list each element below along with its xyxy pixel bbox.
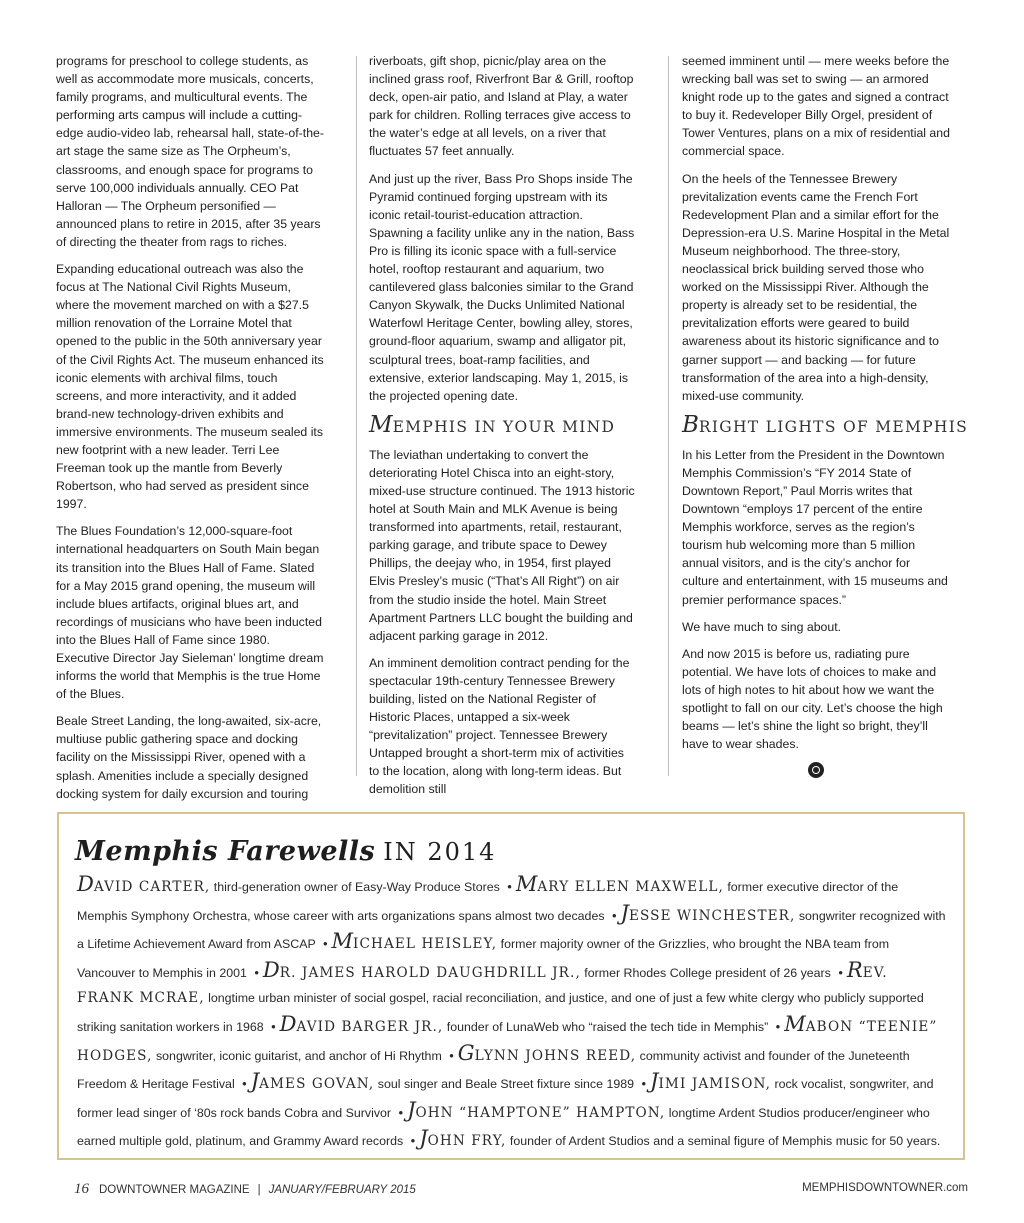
name-initial: J bbox=[650, 1069, 659, 1094]
farewell-description: founder of Ardent Studios and a seminal figure of Memphis music for 50 years. bbox=[506, 1134, 941, 1149]
name-text: OHN FRY, bbox=[427, 1133, 507, 1150]
column-divider bbox=[668, 56, 669, 776]
farewell-entry bbox=[250, 1069, 638, 1094]
section-heading-memphis-in-your-mind bbox=[369, 411, 637, 438]
section-heading-bright-lights bbox=[682, 411, 969, 438]
footer-left bbox=[74, 1181, 416, 1198]
name-text: ABON “TEENIE” HODGES, bbox=[77, 1018, 938, 1064]
heading-initial: M bbox=[369, 411, 393, 438]
farewell-description: songwriter, iconic guitarist, and anchor of Hi Rhythm bbox=[152, 1048, 446, 1063]
name-text: EV. FRANK MCRAE, bbox=[77, 964, 888, 1007]
name-initial: G bbox=[457, 1040, 475, 1065]
farewell-person-name bbox=[250, 1069, 375, 1094]
farewell-description: songwriter recognized with a Lifetime Achievement Award from ASCAP bbox=[77, 908, 946, 952]
bullet-separator: • bbox=[507, 879, 512, 894]
farewell-person-name bbox=[515, 872, 724, 896]
article-column-3 bbox=[682, 52, 969, 778]
name-text: IMI JAMISON, bbox=[658, 1076, 771, 1093]
paragraph: On the heels of the Tennessee Brewery previtalization events came the French Fort Redevelopment Plan and a similar effort for the Depression-era U.S. Marine Hospital in the Metal Museum neighborhood. The three-story, neoclassical brick building served those who worked on the Mississippi River. Although the property is already set to be residential, the previtalization efforts were geared to build awareness about its historic significance and to garner support — and backing — for future transformation of the area into a high-density, mixed-use community. bbox=[682, 171, 950, 403]
name-initial: J bbox=[250, 1069, 260, 1094]
paragraph: riverboats, gift shop, picnic/play area on the inclined grass roof, Riverfront Bar & Grill, rooftop deck, open-air patio, and Island at Play, a water park for children. Rolling terraces give access to the water’s edge at all levels, on a river that fluctuates 57 feet annually. bbox=[369, 54, 634, 159]
farewell-person-name bbox=[650, 1069, 771, 1094]
farewells-list bbox=[77, 872, 949, 1155]
farewell-person-name bbox=[77, 872, 211, 896]
name-initial: M bbox=[515, 872, 538, 896]
farewell-description: former majority owner of the Grizzlies, who brought the NBA team from Vancouver to Memphis in 2001 bbox=[77, 937, 890, 980]
farewell-person-name bbox=[457, 1040, 637, 1065]
bullet-separator: • bbox=[838, 964, 843, 980]
bullet-separator: • bbox=[398, 1104, 404, 1120]
name-initial: D bbox=[279, 1011, 297, 1036]
farewell-description: former Rhodes College president of 26 years bbox=[580, 965, 835, 980]
page-number: 16 bbox=[74, 1181, 89, 1197]
name-text: ICHAEL HEISLEY, bbox=[353, 936, 498, 953]
paragraph: Beale Street Landing, the long-awaited, six-acre, multiuse public gathering space and docking facility on the Mississippi River, opened with a splash. Amenities include a specially designed docking system for daily excursion and touring bbox=[56, 714, 322, 801]
paragraph: The Blues Foundation’s 12,000-square-foot international headquarters on South Main began its transition into the Blues Hall of Fame. Slated for a May 2015 grand opening, the museum will include blues artifacts, original blues art, and recordings of musicians who have been inducted into the Blues Hall of Fame since 1980. Executive Director Jay Sieleman’ longtime dream informs the world that Memphis is the true Home of the Blues. bbox=[56, 524, 324, 702]
farewell-description: longtime Ardent Studios producer/engineer who earned multiple gold, platinum, and Grammy Award records bbox=[77, 1105, 930, 1149]
name-text: AVID CARTER, bbox=[93, 879, 211, 895]
magazine-name: DOWNTOWNER MAGAZINE bbox=[99, 1184, 250, 1196]
name-text: AMES GOVAN, bbox=[259, 1076, 375, 1093]
name-initial: M bbox=[331, 929, 354, 954]
paragraph: programs for preschool to college students, as well as accommodate more musicals, concerts, family programs, and multicultural events. The performing arts campus will include a cutting-edge audio-video lab, rehearsal hall, state-of-the-art stage the same size as The Orpheum’s, classrooms, and enough space for programs to serve 100,000 individuals annually. CEO Pat Halloran — The Orpheum personified — announced plans to retire in 2015, after 35 years of directing the theater from rags to riches. bbox=[56, 54, 324, 249]
article-column-2 bbox=[369, 52, 637, 808]
name-initial: J bbox=[419, 1126, 428, 1151]
farewell-description: community activist and founder of the Juneteenth Freedom & Heritage Festival bbox=[77, 1048, 910, 1092]
bullet-separator: • bbox=[410, 1133, 416, 1149]
farewell-entry bbox=[262, 957, 835, 982]
farewells-title-script: Memphis Farewells bbox=[75, 836, 376, 867]
farewells-box bbox=[57, 812, 965, 1160]
paragraph: seemed imminent until — mere weeks before the wrecking ball was set to swing — an armored knight rode up to the gates and signed a contract to buy it. Redeveloper Billy Orgel, president of Tower Ventures, plans on a mix of residential and commercial space. bbox=[682, 54, 950, 159]
farewells-title-year: IN 2014 bbox=[383, 838, 497, 866]
farewell-person-name bbox=[419, 1126, 507, 1151]
heading-text: RIGHT LIGHTS OF MEMPHIS bbox=[698, 417, 969, 436]
bullet-separator: • bbox=[611, 907, 617, 923]
paragraph: In his Letter from the President in the Downtown Memphis Commission’s “FY 2014 State of Downtown Report,” Paul Morris writes that Downtown “employs 17 percent of the entire Memphis workforce, serves as the region’s tourism hub welcoming more than 5 million annual visitors, and is the city’s anchor for culture and entertainment, with 15 museums and premier performance spaces.” bbox=[682, 447, 948, 607]
paragraph: The leviathan undertaking to convert the deteriorating Hotel Chisca into an eight-story, mixed-use structure continued. The 1913 historic hotel at South Main and MLK Avenue is being transformed into apartments, retail, restaurant, parking garage, and tribute space to Dewey Phillips, the deejay who, in 1954, first played Elvis Presley’s music (“That’s All Right”) on air from the studio inside the hotel. Main Street Apartment Partners LLC bought the building and adjacent parking garage in 2012. bbox=[369, 447, 635, 643]
paragraph: And now 2015 is before us, radiating pure potential. We have lots of choices to make and lots of high notes to hit about how we want the spotlight to fall on our city. Let’s choose the high beams — let’s shine the light so bright, they’ll have to wear shades. bbox=[682, 646, 943, 752]
name-initial: D bbox=[77, 872, 94, 896]
farewell-description: rock vocalist, songwriter, and former lead singer of ‘80s rock bands Cobra and Survivor bbox=[77, 1077, 934, 1120]
heading-initial: B bbox=[682, 411, 699, 438]
article-column-1 bbox=[56, 52, 324, 812]
name-initial: J bbox=[620, 900, 629, 925]
farewell-entry bbox=[419, 1126, 941, 1151]
bullet-separator: • bbox=[254, 964, 259, 980]
bullet-separator: • bbox=[449, 1047, 454, 1063]
name-text: LYNN JOHNS REED, bbox=[474, 1047, 637, 1064]
name-text: R. JAMES HAROLD DAUGHDRILL JR., bbox=[279, 964, 581, 981]
farewells-title bbox=[75, 836, 496, 867]
heading-text: EMPHIS IN YOUR MIND bbox=[392, 417, 616, 436]
farewell-person-name bbox=[620, 900, 796, 925]
name-initial: R bbox=[846, 957, 863, 982]
farewell-description: former executive director of the Memphis Symphony Orchestra, whose career with arts organizations spans almost two decades bbox=[77, 880, 899, 923]
bullet-separator: • bbox=[775, 1018, 781, 1034]
name-text: ARY ELLEN MAXWELL, bbox=[537, 879, 724, 895]
bullet-separator: • bbox=[242, 1076, 247, 1092]
farewell-description: founder of LunaWeb who “raised the tech tide in Memphis” bbox=[443, 1019, 772, 1034]
bullet-separator: • bbox=[271, 1018, 276, 1034]
issue-date: JANUARY/FEBRUARY 2015 bbox=[268, 1184, 416, 1196]
farewell-entry bbox=[279, 1011, 772, 1036]
name-initial: J bbox=[407, 1097, 416, 1122]
farewell-person-name bbox=[262, 957, 581, 982]
farewell-person-name bbox=[407, 1097, 666, 1122]
name-text: AVID BARGER JR., bbox=[296, 1018, 444, 1035]
paragraph: Expanding educational outreach was also the focus at The National Civil Rights Museum, where the movement marched on with a $27.5 million renovation of the Lorraine Motel that opened to the public in the 50th anniversary year of the Civil Rights Act. The museum enhanced its iconic elements with archival films, touch screens, and more interactivity, and it added brand-new technology-driven exhibits and immersive environments. The museum sealed its new footprint with a new leader. Terri Lee Freeman took up the mantle from Beverly Robertson, who had served as president since 1997. bbox=[56, 262, 324, 512]
bullet-separator: • bbox=[641, 1076, 647, 1092]
farewell-entry bbox=[77, 872, 504, 896]
name-text: OHN “HAMPTONE” HAMPTON, bbox=[415, 1104, 666, 1121]
paragraph: We have much to sing about. bbox=[682, 619, 842, 634]
website-url: MEMPHISDOWNTOWNER.com bbox=[802, 1182, 968, 1194]
farewell-description: third-generation owner of Easy-Way Produce Stores bbox=[210, 880, 504, 894]
name-initial: D bbox=[262, 957, 280, 982]
farewell-person-name bbox=[331, 929, 498, 954]
farewell-description: longtime urban minister of social gospel, racial reconciliation, and justice, and one of just a few white clergy who publicly supported striking sanitation workers in 1968 bbox=[77, 991, 924, 1034]
farewell-person-name bbox=[279, 1011, 444, 1036]
end-of-article-icon bbox=[808, 762, 824, 778]
column-divider bbox=[356, 56, 357, 776]
farewell-description: soul singer and Beale Street fixture since 1989 bbox=[374, 1077, 638, 1092]
name-initial: M bbox=[784, 1011, 806, 1036]
paragraph: And just up the river, Bass Pro Shops inside The Pyramid continued forging upstream with its iconic retail-tourist-education attraction. Spawning a facility unlike any in the nation, Bass Pro is filling its iconic space with a full-service hotel, rooftop restaurant and aquarium, two cantilevered glass balconies similar to the Grand Canyon Skywalk, the Ducks Unlimited National Waterfowl Heritage Center, bowling alley, stores, ground-floor aquarium, swamp and alligator pit, sculptural trees, boat-ramp facilities, and extensive, exterior landscaping. May 1, 2015, is the projected opening date. bbox=[369, 171, 635, 403]
bullet-separator: • bbox=[322, 936, 328, 952]
name-text: ESSE WINCHESTER, bbox=[628, 907, 796, 924]
paragraph: An imminent demolition contract pending for the spectacular 19th-century Tennessee Brewery building, listed on the National Register of Historic Places, untapped a six-week “previtalization” project. Tennessee Brewery Untapped brought a short-term mix of activities to the location, along with long-term ideas. But demolition still bbox=[369, 655, 630, 797]
footer-separator: | bbox=[257, 1184, 261, 1196]
